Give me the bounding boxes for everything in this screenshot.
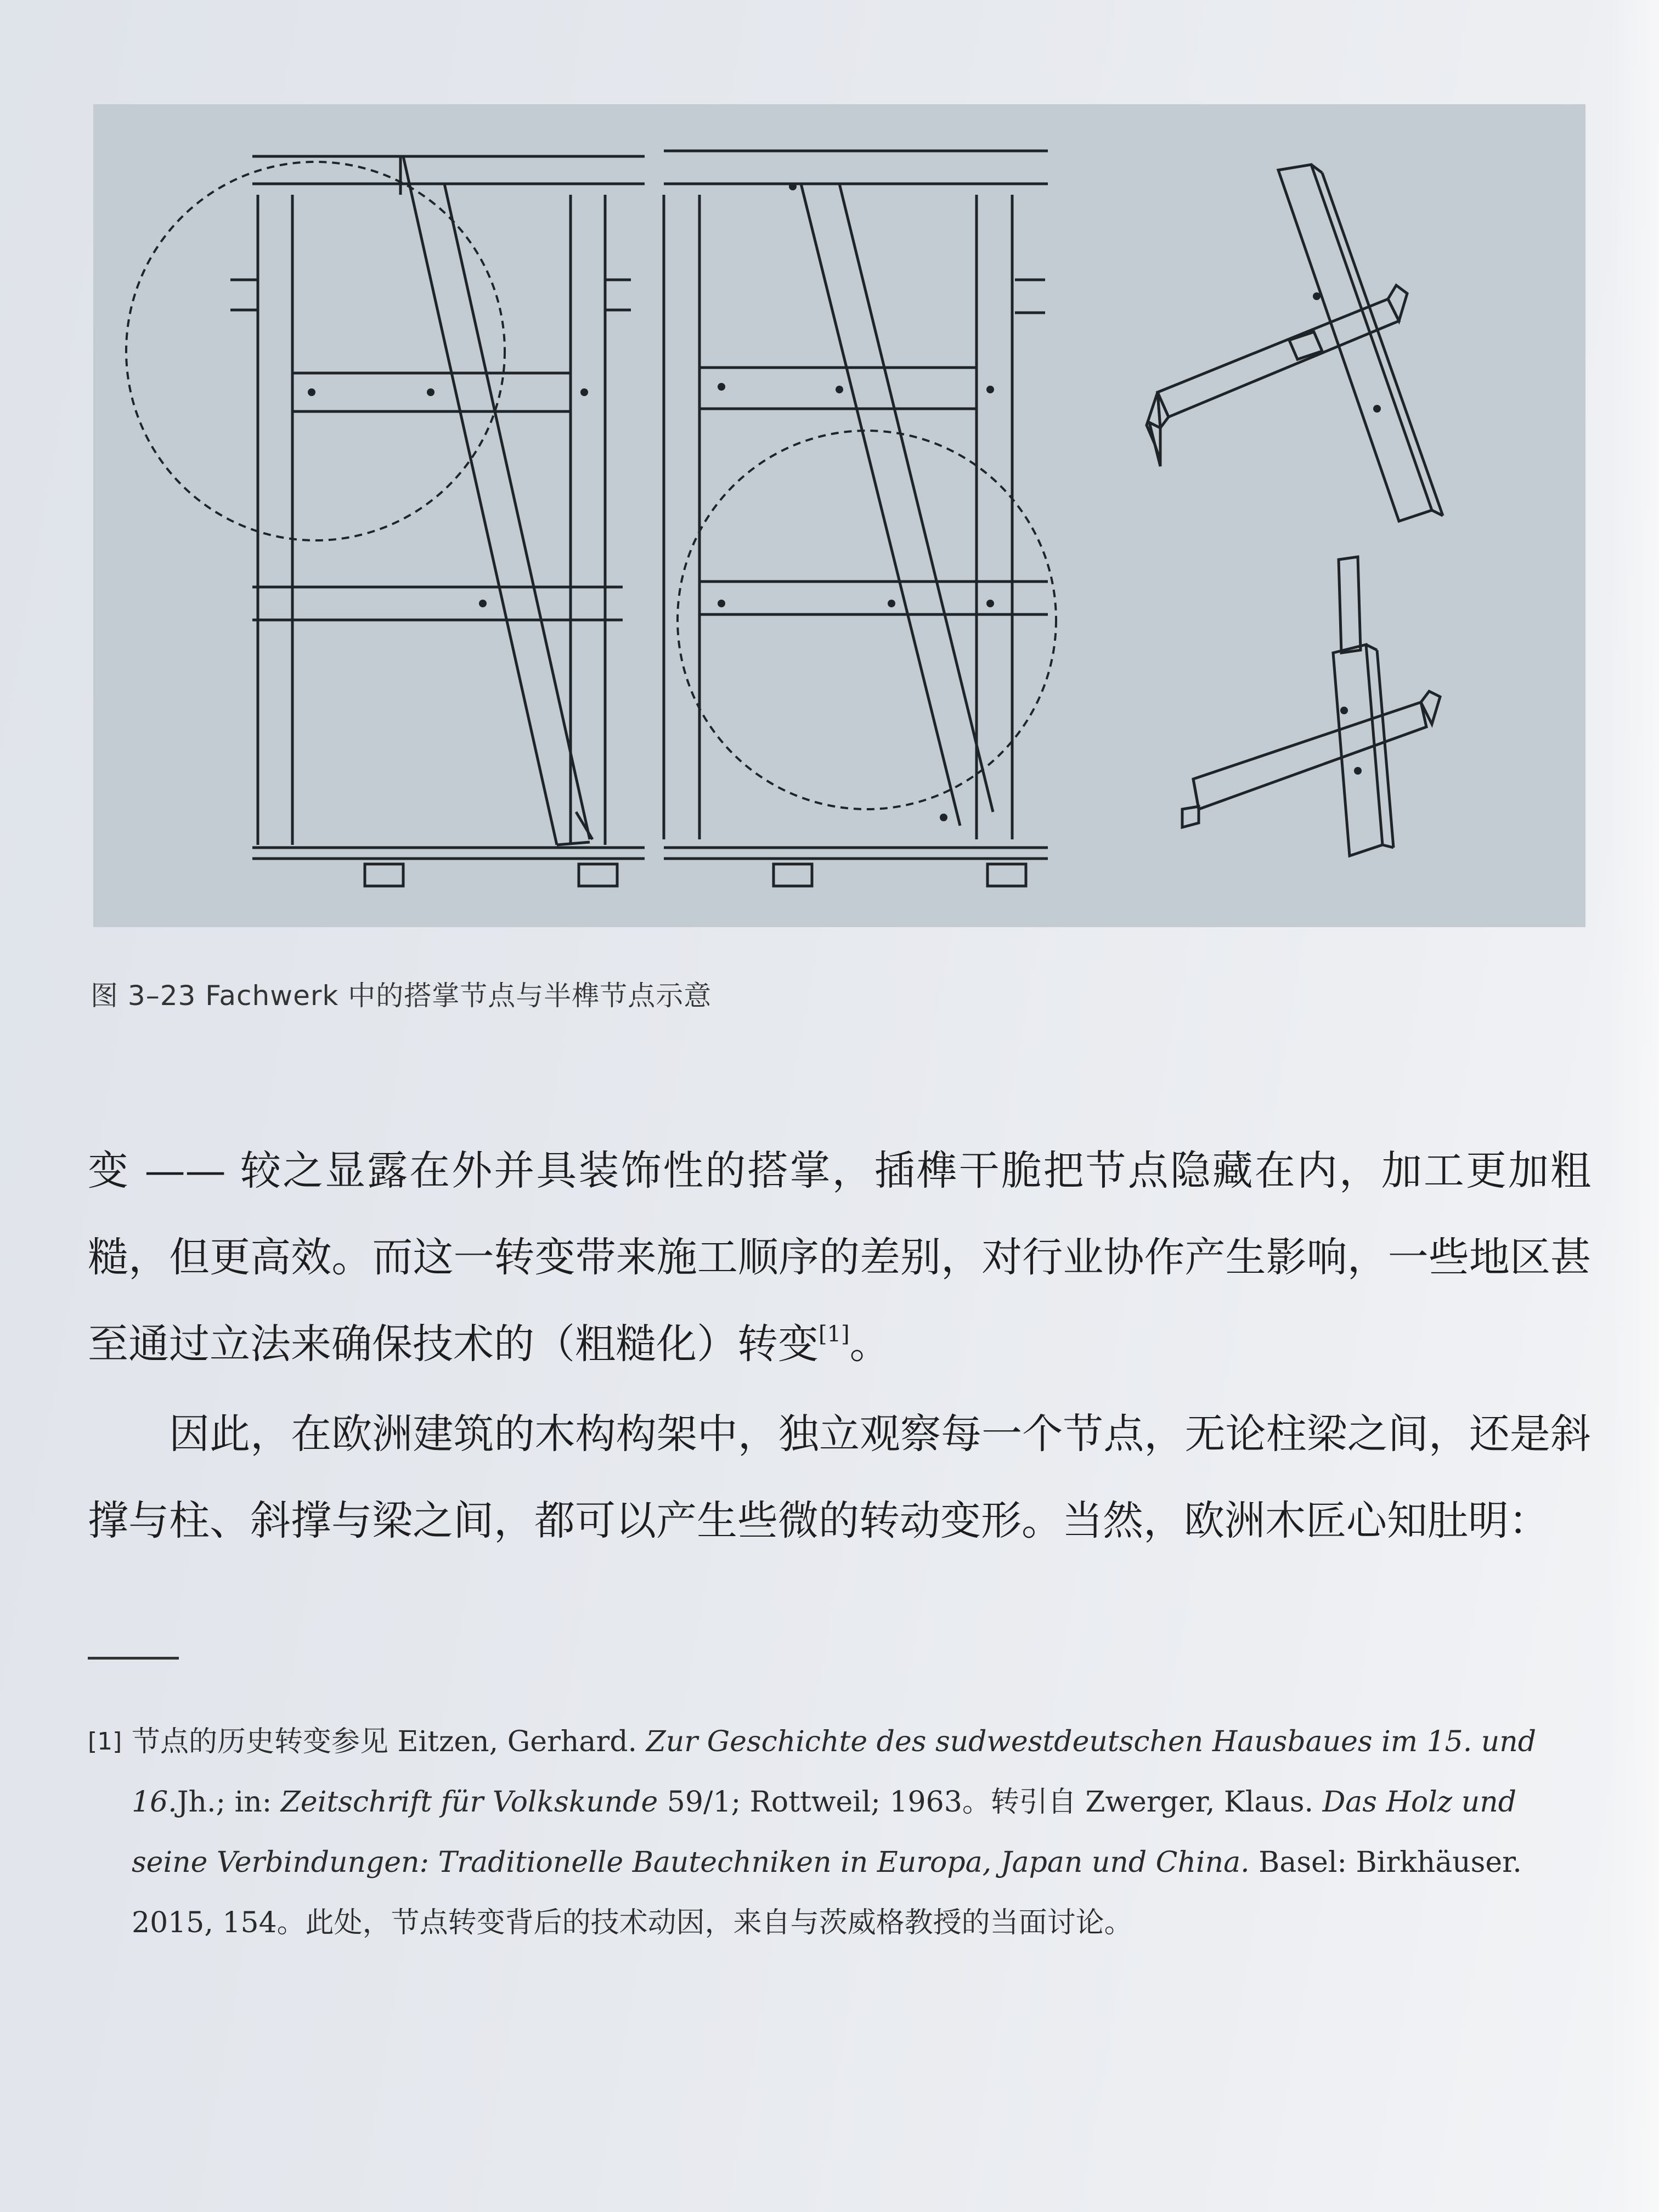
lap-joint-detail [1147, 165, 1443, 521]
footnote-tail: Basel: Birkhäuser. 2015, 154。此处，节点转变背后的技术动因，来自与茨威格教授的当面讨论。 [132, 1846, 1522, 1939]
left-frame [126, 156, 645, 886]
footnote-lead: 节点的历史转变参见 Eitzen, Gerhard. [132, 1725, 646, 1758]
footnote-title-2: Zeitschrift für Volkskunde [280, 1786, 658, 1819]
figure-caption: 图 3–23 Fachwerk 中的搭掌节点与半榫节点示意 [91, 980, 712, 1012]
footnote-mark: [1] [88, 1728, 122, 1756]
paragraph-1-text: 变 —— 较之显露在外并具装饰性的搭掌，插榫干脆把节点隐藏在内，加工更加粗糙，但更高效。而这一转变带来施工顺序的差别，对行业协作产生影响，一些地区甚至通过立法来确保技术的（粗糙化）转变 [88, 1147, 1591, 1368]
figure-timber-frame-joints [93, 104, 1585, 927]
footnote-title-3: Das Holz und seine Verbindungen: Traditionelle Bautechniken in Europa, Japan und China. [132, 1786, 1516, 1879]
footnote-mid-2: 59/1; Rottweil; 1963。转引自 Zwerger, Klaus. [658, 1786, 1323, 1819]
footnote-body [132, 1712, 1596, 1953]
footnote-ref: [1] [819, 1322, 850, 1347]
page-edge-shadow [1610, 0, 1659, 2212]
footnote-title-1: Zur Geschichte des sudwestdeutschen Hausbaues im 15. und 16. [132, 1725, 1537, 1819]
middle-frame [664, 151, 1056, 886]
body-text [88, 1127, 1591, 1564]
footnote [88, 1712, 1596, 1953]
timber-frame-diagram [93, 104, 1585, 927]
paragraph-1-end: 。 [849, 1321, 890, 1368]
paragraph-2: 因此，在欧洲建筑的木构构架中，独立观察每一个节点，无论柱梁之间，还是斜撑与柱、斜撑与梁之间，都可以产生些微的转动变形。当然，欧洲木匠心知肚明： [88, 1410, 1591, 1544]
paragraph-1 [88, 1127, 1591, 1387]
footnote-rule [88, 1657, 179, 1660]
footnote-mid-1: Jh.; in: [177, 1786, 281, 1819]
half-tenon-joint-detail [1182, 557, 1440, 856]
